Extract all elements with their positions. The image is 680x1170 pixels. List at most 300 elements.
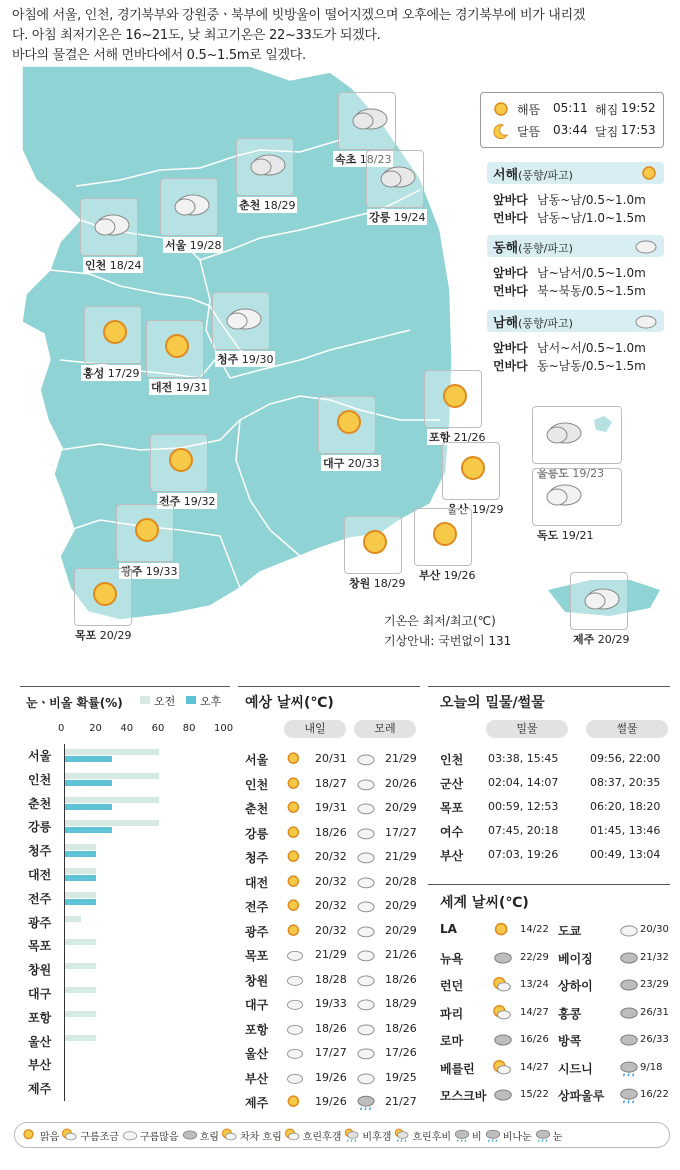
- forecast-temp-dayafter: 17/26: [385, 1046, 417, 1059]
- rainy-icon: [618, 1085, 640, 1105]
- city-temp: 18/24: [109, 259, 142, 272]
- sea-name: 동해: [493, 240, 519, 256]
- city-name: 울릉도: [537, 467, 569, 480]
- city-pohang: [424, 370, 486, 444]
- cloudy-icon: [349, 101, 389, 135]
- bar-am: [65, 916, 81, 922]
- cloud-icon: [355, 1044, 377, 1062]
- x-tick-label: 20: [89, 723, 102, 734]
- city-gangneung: [366, 150, 426, 224]
- moonset-time: 17:53: [621, 123, 656, 137]
- forecast-temp-dayafter: 18/26: [385, 972, 417, 986]
- sun-icon: [425, 517, 465, 551]
- sun-icon: [492, 920, 514, 940]
- cloud-icon: [355, 775, 377, 793]
- tide-low: 01:45, 13:46: [590, 824, 661, 837]
- cloud-icon: [355, 995, 377, 1013]
- info-note: 기상안내: 국번없이 131: [384, 634, 512, 648]
- world-city: 상하이: [558, 979, 593, 993]
- sea-row-value: 남서~서/0.5~1.0m: [537, 340, 646, 355]
- sun-icon: [285, 848, 305, 866]
- cloud-icon: [285, 995, 305, 1013]
- category-label: 청주: [28, 844, 52, 859]
- category-label: 광주: [28, 915, 52, 930]
- forecast-temp-dayafter: 20/29: [385, 801, 417, 814]
- world-temp: 16/26: [520, 1034, 549, 1045]
- forecast-row: [245, 748, 417, 771]
- world-temp: 15/22: [520, 1089, 549, 1100]
- cloudy-icon: [223, 301, 263, 335]
- forecast-temp-tomorrow: 20/32: [315, 923, 347, 937]
- city-chuncheon: [236, 138, 296, 212]
- forecast-temp-tomorrow: 19/26: [315, 1095, 347, 1108]
- world-temp: 14/27: [520, 1061, 549, 1073]
- darkcloud-icon: [492, 1085, 514, 1105]
- world-city: 도쿄: [558, 924, 582, 938]
- rainy-icon: [534, 1127, 552, 1143]
- city-mokpo: [74, 568, 132, 642]
- forecast-row: [245, 895, 417, 918]
- forecast-city: 부산: [245, 1071, 269, 1086]
- world-city: 런던: [440, 979, 464, 993]
- rainy-icon: [618, 1058, 640, 1078]
- city-daegu: [318, 396, 380, 470]
- forecast-row: [245, 846, 417, 869]
- city-gwangju: [116, 504, 178, 578]
- city-name: 목포: [75, 629, 97, 642]
- forecast-temp-tomorrow: 21/29: [315, 948, 347, 961]
- cloudy-icon: [543, 477, 583, 511]
- tide-row: [440, 844, 670, 868]
- cloud-icon: [285, 946, 305, 964]
- sea-sub: (풍향/파고): [518, 168, 573, 182]
- world-temp: 23/29: [640, 979, 669, 990]
- city-name: 광주: [121, 565, 143, 578]
- city-temp: 18/29: [373, 577, 406, 590]
- forecast-temp-tomorrow: 20/32: [315, 899, 347, 912]
- city-seoul: [160, 178, 222, 252]
- city-daejeon: [146, 320, 208, 394]
- cloud-icon: [355, 922, 377, 940]
- world-temp: 14/27: [520, 1006, 549, 1018]
- category-label: 제주: [28, 1082, 52, 1097]
- cloud-icon: [634, 313, 658, 329]
- city-temp: 21/26: [453, 431, 486, 444]
- legend-label: 구름조금: [80, 1131, 119, 1143]
- city-temp: 20/29: [99, 629, 132, 642]
- city-incheon: [80, 198, 142, 272]
- category-label: 강릉: [28, 820, 52, 835]
- moonrise-time: 03:44: [553, 123, 588, 137]
- bar-pm: [65, 827, 112, 833]
- tide-low: 00:49, 13:04: [590, 848, 661, 861]
- tide-high: 07:03, 19:26: [488, 848, 559, 861]
- city-temp: 19/21: [561, 529, 594, 542]
- forecast-temp-tomorrow: 18/28: [315, 972, 347, 986]
- world-temp: 16/22: [640, 1089, 669, 1100]
- category-label: 대전: [28, 868, 52, 882]
- world-city: 시드니: [558, 1061, 593, 1076]
- sun-icon: [640, 164, 658, 182]
- forecast-city: 전주: [245, 900, 269, 914]
- city-name: 부산: [419, 569, 441, 582]
- forecast-temp-tomorrow: 18/27: [315, 776, 347, 790]
- sea-row-value: 동~남동/0.5~1.5m: [537, 358, 646, 373]
- moonrise-label: 달뜸: [517, 125, 541, 139]
- cloud-icon: [634, 238, 658, 254]
- sea-row-value: 남동~남/1.0~1.5m: [537, 210, 646, 225]
- forecast-row: [245, 993, 417, 1016]
- forecast-temp-tomorrow: 17/27: [315, 1046, 347, 1059]
- sea-name: 남해: [493, 315, 519, 331]
- cloudy-icon: [247, 147, 287, 181]
- sun-icon: [329, 405, 369, 439]
- bar-am: [65, 1011, 96, 1017]
- world-city: 파리: [440, 1006, 464, 1021]
- bar-am: [65, 844, 96, 850]
- world-row: [440, 1083, 670, 1109]
- city-temp: 20/29: [597, 633, 630, 646]
- tide-low: 06:20, 18:20: [590, 800, 661, 813]
- legend-label: 비: [472, 1131, 482, 1143]
- darkcloud-icon: [618, 1030, 640, 1050]
- cloud-icon: [355, 946, 377, 964]
- city-busan: [414, 508, 476, 582]
- city-temp: 19/23: [572, 467, 605, 480]
- forecast-temp-dayafter: 18/29: [385, 997, 417, 1010]
- tide-city: 부산: [440, 849, 464, 863]
- forecast-city: 대구: [245, 998, 269, 1012]
- legend-am-swatch: [140, 696, 150, 704]
- city-name: 홍성: [83, 367, 105, 380]
- tide-high: 02:04, 14:07: [488, 776, 559, 789]
- forecast-row: [245, 1091, 417, 1114]
- city-ulsan: [442, 442, 504, 516]
- forecast-row: [245, 871, 417, 894]
- city-temp: 19/28: [189, 239, 222, 252]
- city-name: 창원: [349, 577, 371, 590]
- world-row: [440, 973, 670, 999]
- legend-item: [221, 1127, 282, 1143]
- cloud-icon: [355, 873, 377, 891]
- forecast-temp-dayafter: 20/28: [385, 874, 417, 888]
- sunrise-label: 해뜸: [517, 103, 541, 117]
- world-city: 뉴욕: [440, 951, 464, 966]
- sun-icon: [285, 750, 305, 768]
- icon-legend: [14, 1122, 670, 1148]
- x-tick-label: 80: [182, 723, 196, 734]
- world-city: LA: [440, 922, 457, 936]
- legend-item: [181, 1127, 219, 1143]
- bar-am: [65, 939, 96, 945]
- bar-am: [65, 749, 159, 755]
- forecast-row: [245, 1018, 417, 1041]
- world-temp: 21/32: [640, 951, 669, 963]
- forecast-title: 예상 날씨(℃): [245, 695, 334, 711]
- tide-high: 03:38, 15:45: [488, 752, 559, 765]
- forecast-temp-tomorrow: 20/31: [315, 752, 347, 765]
- sea-row-value: 남~남서/0.5~1.0m: [537, 265, 646, 280]
- sun-icon: [285, 775, 305, 793]
- forecast-temp-tomorrow: 19/31: [315, 801, 347, 814]
- sun-icon: [157, 329, 197, 363]
- legend-label: 구름많음: [139, 1131, 179, 1143]
- darkcloud-icon: [492, 1030, 514, 1050]
- category-label: 인천: [28, 772, 52, 787]
- bar-am: [65, 773, 159, 779]
- legend-pm-label: 오후: [200, 695, 222, 708]
- tide-high: 07:45, 20:18: [488, 824, 559, 837]
- cloud-icon: [285, 1020, 305, 1038]
- forecast-temp-tomorrow: 18/26: [315, 825, 347, 839]
- sea-row-key: 앞바다: [493, 192, 528, 207]
- world-temp: 26/31: [640, 1006, 669, 1018]
- tide-city: 여수: [440, 825, 464, 839]
- sea-east: [487, 235, 664, 299]
- rainy-icon: [355, 1093, 377, 1111]
- legend-pm-swatch: [186, 696, 196, 704]
- city-cheongju: [212, 292, 274, 366]
- city-jeju: [570, 572, 630, 646]
- forecast-row: [245, 773, 417, 796]
- bar-pm: [65, 804, 112, 810]
- suncloud-icon: [492, 975, 514, 995]
- world-temp: 9/18: [640, 1061, 663, 1073]
- world-city: 모스크바: [440, 1089, 487, 1103]
- sea-sub: (풍향/파고): [518, 316, 573, 330]
- city-temp: 18/23: [359, 153, 392, 166]
- cloudy-icon: [171, 187, 211, 221]
- city-name: 서울: [165, 239, 187, 252]
- darkcloud-icon: [618, 975, 640, 995]
- legend-item: [284, 1127, 342, 1143]
- sun-icon: [285, 799, 305, 817]
- sea-row-key: 먼바다: [493, 283, 528, 298]
- cloud-icon: [355, 897, 377, 915]
- forecast-city: 서울: [245, 753, 269, 767]
- tide-row: [440, 748, 670, 772]
- divider: [20, 686, 230, 687]
- world-row: [440, 1028, 670, 1054]
- forecast-row: [245, 822, 417, 845]
- category-label: 대구: [28, 987, 52, 1001]
- tide-row: [440, 772, 670, 796]
- category-label: 춘천: [28, 796, 52, 811]
- moon-icon: [493, 123, 509, 139]
- rain-chart-title: 눈ㆍ비올 확률(%): [26, 696, 123, 710]
- cloud-icon: [285, 1069, 305, 1087]
- legend-label: 비나눈: [502, 1131, 532, 1143]
- tide-city: 군산: [440, 777, 464, 791]
- divider: [428, 686, 670, 687]
- sun-icon: [435, 379, 475, 413]
- forecast-temp-tomorrow: 18/26: [315, 1021, 347, 1035]
- world-temp: 26/33: [640, 1034, 669, 1045]
- cloudy-icon: [91, 207, 131, 241]
- city-dokdo: [532, 468, 622, 542]
- world-city: 베를린: [440, 1061, 475, 1076]
- forecast-temp-dayafter: 17/27: [385, 825, 417, 839]
- x-tick-label: 40: [120, 723, 134, 734]
- sea-sub: (풍향/파고): [518, 241, 573, 255]
- forecast-city: 강릉: [245, 826, 269, 841]
- city-temp: 19/24: [393, 211, 426, 224]
- city-temp: 19/29: [471, 503, 504, 516]
- world-temp: 14/22: [520, 924, 549, 935]
- forecast-temp-tomorrow: 20/32: [315, 874, 347, 888]
- cloud-icon: [355, 1069, 377, 1087]
- suncloud-icon: [492, 1003, 514, 1023]
- city-hongseong: [83, 306, 142, 380]
- cloud-icon: [355, 750, 377, 768]
- city-name: 전주: [159, 495, 181, 508]
- cloud-icon: [121, 1127, 139, 1143]
- world-row: [440, 1001, 670, 1027]
- cloud-icon: [355, 824, 377, 842]
- rainsun-icon: [393, 1127, 411, 1143]
- forecast-row: [245, 1042, 417, 1065]
- city-name: 강릉: [369, 211, 391, 224]
- forecast-city: 울산: [245, 1047, 269, 1061]
- city-name: 춘천: [239, 199, 261, 212]
- tides-col-high: 밀물: [486, 720, 568, 738]
- legend-label: 흐림: [199, 1131, 219, 1143]
- legend-item: [484, 1127, 532, 1143]
- sun-icon: [453, 451, 493, 485]
- cloud-icon: [355, 971, 377, 989]
- sun-icon: [493, 101, 509, 117]
- divider: [428, 884, 670, 885]
- cloudy-icon: [377, 159, 417, 193]
- world-temp: 13/24: [520, 979, 549, 990]
- darkcloud-icon: [492, 948, 514, 968]
- tide-row: [440, 820, 670, 844]
- legend-label: 흐린후갬: [302, 1131, 342, 1143]
- bar-am: [65, 797, 159, 803]
- sun-icon: [127, 513, 167, 547]
- cloudy-icon: [581, 581, 621, 615]
- tide-low: 08:37, 20:35: [590, 776, 661, 789]
- cloud-icon: [618, 920, 640, 940]
- x-tick-label: 100: [214, 723, 234, 734]
- sea-row-key: 먼바다: [493, 358, 528, 373]
- city-name: 대구: [323, 457, 345, 470]
- city-name: 인천: [85, 259, 107, 272]
- suncloud-icon: [492, 1058, 514, 1078]
- cloud-icon: [355, 799, 377, 817]
- divider: [238, 686, 420, 687]
- rainy-icon: [484, 1127, 502, 1143]
- sun-icon: [95, 315, 135, 349]
- forecast-col-dayafter: 모레: [354, 720, 416, 738]
- city-temp: 19/33: [145, 565, 178, 578]
- legend-label: 차차 흐림: [239, 1131, 282, 1143]
- forecast-temp-dayafter: 21/27: [385, 1095, 417, 1108]
- world-temp: 22/29: [520, 951, 549, 963]
- forecast-row: [245, 969, 417, 992]
- forecast-city: 목포: [245, 949, 269, 963]
- city-temp: 20/33: [347, 457, 380, 470]
- city-name: 울산: [447, 503, 469, 516]
- city-name: 대전: [151, 381, 173, 394]
- city-temp: 19/30: [241, 353, 274, 366]
- city-ulleungdo: [532, 406, 622, 480]
- forecast-temp-dayafter: 20/26: [385, 776, 417, 790]
- bar-am: [65, 868, 96, 874]
- summary-line-1: 아침에 서울, 인천, 경기북부와 강원중ㆍ북부에 빗방울이 떨어지겠으며 오후에는 경기북부에 비가 내리겠: [12, 8, 586, 23]
- legend-item: [393, 1127, 451, 1143]
- bar-am: [65, 963, 96, 969]
- city-jeonju: [150, 434, 216, 508]
- cloud-icon: [285, 971, 305, 989]
- forecast-temp-dayafter: 21/29: [385, 752, 417, 765]
- world-row: [440, 946, 670, 972]
- sea-row-value: 북~북동/0.5~1.5m: [537, 283, 646, 298]
- category-label: 부산: [28, 1058, 52, 1073]
- forecast-temp-dayafter: 18/26: [385, 1021, 417, 1035]
- sun-icon: [285, 873, 305, 891]
- forecast-temp-dayafter: 20/29: [385, 899, 417, 912]
- sea-south: [487, 310, 664, 374]
- sun-icon: [285, 824, 305, 842]
- cloud-icon: [285, 1044, 305, 1062]
- suncloud-icon: [284, 1127, 302, 1143]
- city-name: 제주: [573, 633, 595, 646]
- forecast-temp-dayafter: 21/29: [385, 850, 417, 863]
- forecast-row: [245, 797, 417, 820]
- bar-pm: [65, 780, 112, 786]
- world-city: 상파울루: [558, 1089, 605, 1103]
- sun-icon: [285, 922, 305, 940]
- sea-row-key: 앞바다: [493, 265, 528, 280]
- forecast-city: 창원: [245, 973, 269, 988]
- cloud-icon: [355, 1020, 377, 1038]
- category-label: 목포: [28, 939, 52, 954]
- category-label: 창원: [28, 963, 52, 978]
- world-city: 방콕: [558, 1034, 582, 1048]
- category-label: 울산: [28, 1034, 52, 1049]
- bar-pm: [65, 875, 96, 881]
- rainsun-icon: [343, 1127, 361, 1143]
- tide-city: 인천: [440, 753, 464, 767]
- forecast-temp-tomorrow: 19/26: [315, 1070, 347, 1084]
- legend-item: [61, 1127, 119, 1143]
- sea-row-key: 앞바다: [493, 340, 528, 355]
- bar-pm: [65, 851, 96, 857]
- legend-item: [534, 1127, 563, 1143]
- sunset-time: 19:52: [621, 101, 656, 115]
- temp-note: 기온은 최저/최고(℃): [384, 614, 496, 628]
- darkcloud-icon: [618, 1003, 640, 1023]
- legend-label: 맑음: [40, 1131, 60, 1143]
- sun-moon-box: [480, 92, 664, 148]
- sea-name: 서해: [493, 167, 519, 183]
- sea-row-value: 남동~남/0.5~1.0m: [537, 192, 646, 207]
- tides-title: 오늘의 밀물/썰물: [440, 695, 545, 711]
- sunrise-time: 05:11: [553, 101, 588, 115]
- legend-label: 비후갬: [362, 1131, 392, 1143]
- bar-am: [65, 892, 96, 898]
- bar-am: [65, 820, 159, 826]
- city-name: 독도: [537, 529, 559, 542]
- legend-item: [121, 1127, 179, 1143]
- forecast-temp-dayafter: 19/25: [385, 1070, 417, 1084]
- sunset-label: 해짐: [595, 103, 619, 117]
- forecast-row: [245, 944, 417, 967]
- sea-row-key: 먼바다: [493, 210, 528, 225]
- world-city: 홍콩: [558, 1006, 582, 1021]
- darkcloud-icon: [181, 1127, 199, 1143]
